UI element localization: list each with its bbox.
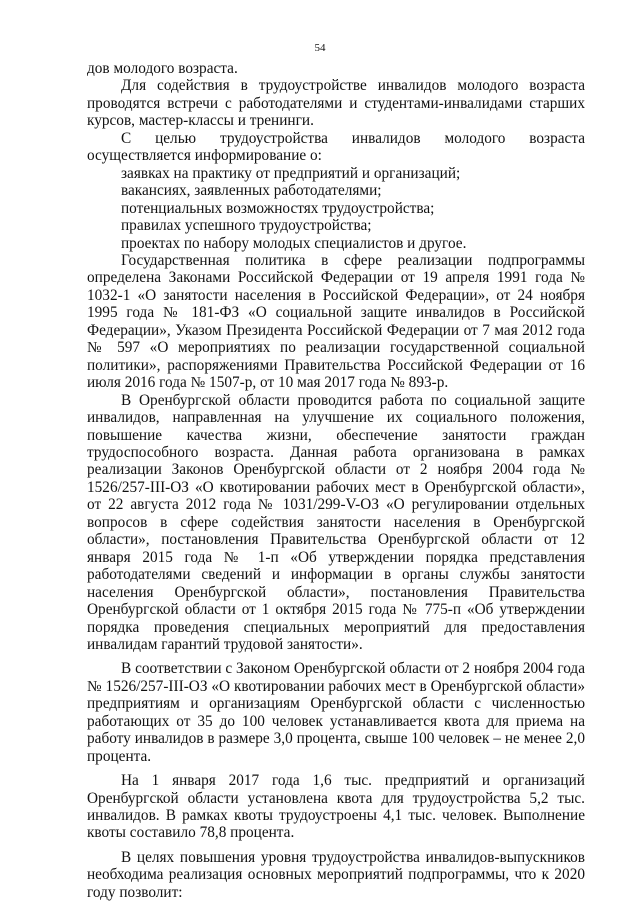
list-item: проектах по набору молодых специалистов и другое. — [121, 234, 467, 252]
paragraph: Государственная политика в сфере реализации подпрограммы определена Законами Российской Федерации от 19 апреля 1991 года № 1032-1 «О занятости населения в Российской Федерации», от 24 ноября 1995 года № 181-ФЗ «О социальной защите инвалидов в Российской Федерации», Указом Президента Российской Федерации от 7 мая 2012 года № 597 «О мероприятиях по реализации государственной социальной политики», распоряжениями Правительства Российской Федерации от 16 июля 2016 года № 1507-р, от 10 мая 2017 года № 893-р. — [87, 251, 585, 392]
paragraph: С целью трудоустройства инвалидов молодого возраста осуществляется информирование о: — [87, 129, 585, 165]
paragraph: дов молодого возраста. — [87, 60, 238, 77]
page-number: 54 — [314, 42, 326, 54]
info-list — [87, 165, 585, 252]
list-item: правилах успешного трудоустройства; — [121, 217, 372, 235]
list-item: потенциальных возможностях трудоустройства; — [121, 199, 435, 217]
document-body — [87, 60, 585, 901]
paragraph: В Оренбургской области проводится работа по социальной защите инвалидов, направленная на улучшение их социального положения, повышение качества жизни, обеспечение занятости граждан трудоспособного возраста. Данная работа организована в рамках реализации Законов Оренбургской области от 2 ноября 2004 года № 1526/257-III-ОЗ «О квотировании рабочих мест в Оренбургской области», от 22 августа 2012 года № 1031/299-V-ОЗ «О регулировании отдельных вопросов в сфере содействия занятости населения в Оренбургской области», постановления Правительства Оренбургской области от 12 января 2015 года № 1-п «Об утверждении порядка представления работодателями сведений и информации в органы службы занятости населения Оренбургской области», постановления Правительства Оренбургской области от 1 октября 2015 года № 775-п «Об утверждении порядка проведения специальных мероприятий для предоставления инвалидам гарантий трудовой занятости». — [87, 391, 585, 653]
list-item: вакансиях, заявленных работодателями; — [121, 182, 382, 200]
paragraph: В соответствии с Законом Оренбургской области от 2 ноября 2004 года № 1526/257-III-ОЗ «О квотировании рабочих мест в Оренбургской области» предприятиям и организациям Оренбургской области с численностью работающих от 35 до 100 человек устанавливается квота для приема на работу инвалидов в размере 3,0 процента, свыше 100 человек – не менее 2,0 процента. — [87, 660, 585, 765]
paragraph: В целях повышения уровня трудоустройства инвалидов-выпускников необходима реализация основных мероприятий подпрограммы, что к 2020 году позволит: — [87, 848, 585, 901]
paragraph: На 1 января 2017 года 1,6 тыс. предприятий и организаций Оренбургской области установлена квота для трудоустройства 5,2 тыс. инвалидов. В рамках квоты трудоустроены 4,1 тыс. человек. Выполнение квоты составило 78,8 процента. — [87, 772, 585, 842]
list-item: заявках на практику от предприятий и организаций; — [121, 164, 461, 182]
paragraph: Для содействия в трудоустройстве инвалидов молодого возраста проводятся встречи с работодателями и студентами-инвалидами старших курсов, мастер-классы и тренинги. — [87, 77, 585, 130]
